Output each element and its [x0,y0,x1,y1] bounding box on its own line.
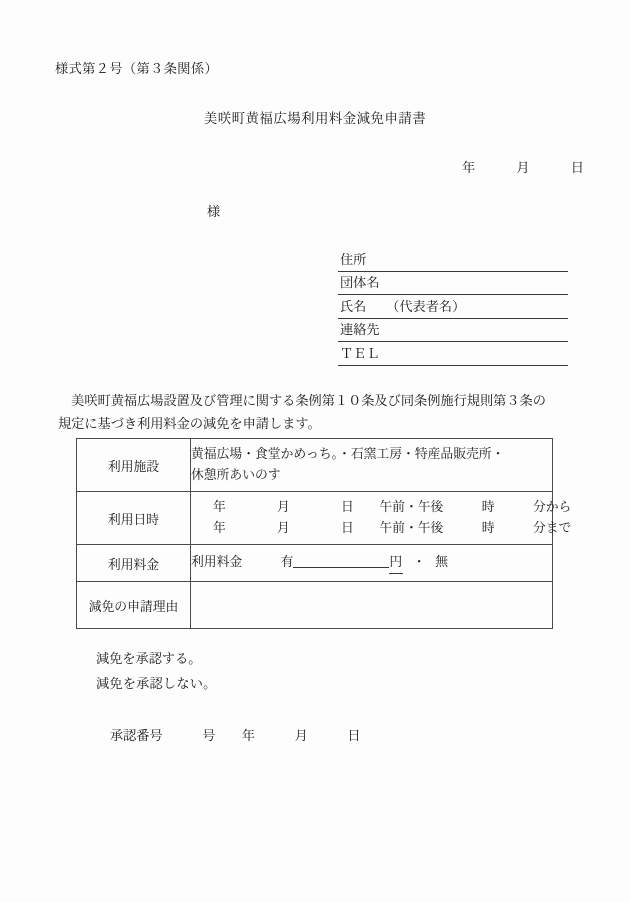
body-paragraph-line-1: 美咲町黄福広場設置及び管理に関する条例第１０条及び同条例施行規則第３条の [58,393,546,408]
applicant-field-tel[interactable] [338,342,568,366]
table-row-datetime [77,492,553,545]
facility-value-line-1: 黄福広場・食堂かめっち。・石窯工房・特産品販売所・ [191,447,505,462]
table-row-reason [77,582,553,629]
table-row-reason-value[interactable] [191,582,553,629]
date-line: 年 月 日 [462,160,585,175]
fee-separator: ・ [412,555,426,570]
addressee-label: 様 [207,204,221,219]
table-row-datetime-label: 利用日時 [77,492,191,545]
table-row-facility-value[interactable] [191,439,553,492]
table-row-datetime-value[interactable] [191,492,572,545]
applicant-field-tel-label: ＴＥＬ [340,345,380,361]
datetime-value-line-to: 年 月 日 午前・午後 時 分まで [213,521,572,535]
fee-none-option[interactable]: 無 [435,555,448,570]
facility-value-line-2: 休憩所あいのす [191,468,281,482]
table-row-facility-label: 利用施設 [77,439,191,492]
applicant-field-contact[interactable] [338,319,568,343]
table-row-fee [77,545,553,582]
fee-amount-input[interactable] [293,567,389,568]
approval-reject-option[interactable]: 減免を承認しない。 [96,676,217,691]
fee-unit-label: 円 [389,552,403,574]
application-details-table [76,438,572,629]
applicant-field-contact-label: 連絡先 [340,322,380,337]
table-row-facility [77,439,553,492]
body-paragraph [58,390,570,435]
table-row-reason-label: 減免の申請理由 [77,582,191,629]
applicant-field-organization-label: 団体名 [340,275,380,290]
applicant-field-organization[interactable] [338,272,568,296]
table-row-fee-label: 利用料金 [77,545,191,582]
datetime-value-line-from: 年 月 日 午前・午後 時 分から [213,500,572,515]
approval-number-line: 承認番号 号 年 月 日 [110,728,361,743]
page-title: 美咲町黄福広場利用料金減免申請書 [203,111,427,126]
approval-approve-option[interactable]: 減免を承認する。 [96,651,202,666]
applicant-field-address-label: 住所 [340,251,367,267]
applicant-field-name[interactable] [338,295,568,319]
fee-prefix-label: 利用料金 有 [191,555,294,570]
applicant-field-name-label: 氏名 （代表者名） [340,298,466,314]
form-number: 様式第２号（第３条関係） [55,61,219,76]
applicant-info-block [338,248,568,366]
table-row-fee-value[interactable] [191,545,553,582]
body-paragraph-line-2: 規定に基づき利用料金の減免を申請します。 [58,415,321,431]
applicant-field-address[interactable] [338,248,568,272]
